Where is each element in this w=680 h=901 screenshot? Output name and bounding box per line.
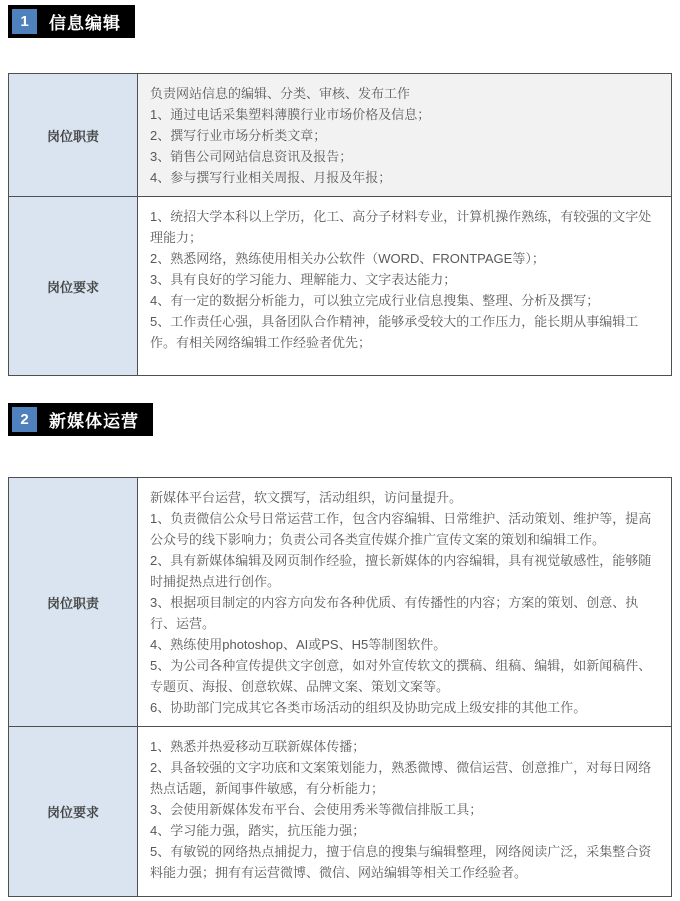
text-line: 2、具备较强的文字功底和文案策划能力，熟悉微博、微信运营、创意推广，对每日网络热点话题，新闻事件敏感，有分析能力； <box>150 760 652 796</box>
requirements-label: 岗位要求 <box>9 727 138 896</box>
section-1-header <box>8 5 135 38</box>
responsibilities-content <box>138 74 671 196</box>
text-line: 6、协助部门完成其它各类市场活动的组织及协助完成上级安排的其他工作。 <box>150 700 587 715</box>
table-row <box>9 196 671 375</box>
text-line: 5、为公司各种宣传提供文字创意，如对外宣传软文的撰稿、组稿、编辑，如新闻稿件、专题页、海报、创意软媒、品牌文案、策划文案等。 <box>150 658 652 694</box>
text-line: 4、熟练使用photoshop、AI或PS、H5等制图软件。 <box>150 637 447 652</box>
table-row <box>9 478 671 726</box>
responsibilities-label: 岗位职责 <box>9 74 138 196</box>
text-line: 3、会使用新媒体发布平台、会使用秀米等微信排版工具； <box>150 802 483 817</box>
text-line: 1、负责微信公众号日常运营工作，包含内容编辑、日常维护、活动策划、维护等，提高公众号的线下影响力；负责公司各类宣传媒介推广宣传文案的策划和编辑工作。 <box>150 511 652 547</box>
text-line: 2、熟悉网络，熟练使用相关办公软件（WORD、FRONTPAGE等）； <box>150 251 545 266</box>
text-line: 3、销售公司网站信息资讯及报告； <box>150 149 353 164</box>
text-line: 负责网站信息的编辑、分类、审核、发布工作 <box>150 86 411 101</box>
responsibilities-label: 岗位职责 <box>9 478 138 726</box>
responsibilities-content <box>138 478 671 726</box>
text-line: 新媒体平台运营，软文撰写，活动组织，访问量提升。 <box>150 490 463 505</box>
section-1-number-badge: 1 <box>12 9 37 34</box>
section-1-table <box>8 73 672 376</box>
table-row <box>9 74 671 196</box>
section-2-title: 新媒体运营 <box>49 412 139 431</box>
text-line: 1、熟悉并热爱移动互联新媒体传播； <box>150 739 366 754</box>
text-line: 5、有敏锐的网络热点捕捉力，擅于信息的搜集与编辑整理，网络阅读广泛，采集整合资料能力强；拥有有运营微博、微信、网站编辑等相关工作经验者。 <box>150 844 652 880</box>
text-line: 2、撰写行业市场分析类文章； <box>150 128 327 143</box>
section-2-number-badge: 2 <box>12 407 37 432</box>
text-line: 3、具有良好的学习能力、理解能力、文字表达能力； <box>150 272 457 287</box>
section-2-header <box>8 403 153 436</box>
text-line: 4、学习能力强，踏实，抗压能力强； <box>150 823 366 838</box>
text-line: 1、统招大学本科以上学历，化工、高分子材料专业，计算机操作熟练，有较强的文字处理能力； <box>150 209 652 245</box>
requirements-label: 岗位要求 <box>9 197 138 375</box>
text-line: 2、具有新媒体编辑及网页制作经验，擅长新媒体的内容编辑，具有视觉敏感性，能够随时捕捉热点进行创作。 <box>150 553 652 589</box>
section-2-table <box>8 477 672 897</box>
text-line: 4、参与撰写行业相关周报、月报及年报； <box>150 170 392 185</box>
table-row <box>9 726 671 896</box>
requirements-content <box>138 727 671 896</box>
text-line: 3、根据项目制定的内容方向发布各种优质、有传播性的内容；方案的策划、创意、执行、运营。 <box>150 595 639 631</box>
text-line: 5、工作责任心强，具备团队合作精神，能够承受较大的工作压力，能长期从事编辑工作。有相关网络编辑工作经验者优先； <box>150 314 639 350</box>
text-line: 4、有一定的数据分析能力，可以独立完成行业信息搜集、整理、分析及撰写； <box>150 293 600 308</box>
section-1-title: 信息编辑 <box>49 14 121 33</box>
text-line: 1、通过电话采集塑料薄膜行业市场价格及信息； <box>150 107 431 122</box>
requirements-content <box>138 197 671 375</box>
